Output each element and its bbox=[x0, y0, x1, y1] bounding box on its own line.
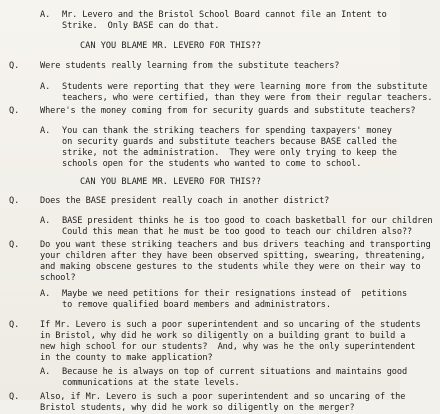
answer-line bbox=[0, 21, 400, 32]
question-line bbox=[0, 273, 400, 284]
question-text: your children after they have been observed spitting, swearing, threatening, bbox=[40, 251, 426, 261]
answer-block bbox=[0, 10, 400, 32]
question-text: in Bristol, why did he work so diligently on a building grant to build a bbox=[40, 331, 406, 341]
answer-text: strike, not the administration. They were only trying to keep the bbox=[62, 148, 397, 158]
answer-line bbox=[0, 126, 400, 137]
answer-block bbox=[0, 289, 408, 311]
question-marker: Q. bbox=[9, 392, 20, 402]
answer-block bbox=[0, 216, 433, 238]
answer-text: schools open for the students who wanted to come to school. bbox=[62, 159, 362, 169]
question-line bbox=[0, 342, 416, 353]
question-line bbox=[0, 353, 400, 364]
question-marker: Q. bbox=[9, 240, 20, 250]
answer-marker: A. bbox=[40, 367, 51, 377]
question-line bbox=[0, 196, 400, 207]
answer-marker: A. bbox=[40, 289, 51, 299]
question-text: and making obscene gestures to the students while they were on their way to bbox=[40, 262, 421, 272]
answer-text: Because he is always on top of current situations and maintains good bbox=[62, 367, 408, 377]
answer-line bbox=[0, 137, 400, 148]
answer-block bbox=[0, 82, 433, 104]
question-block bbox=[0, 106, 416, 117]
question-marker: Q. bbox=[9, 61, 20, 71]
question-marker: Q. bbox=[9, 106, 20, 116]
question-line bbox=[0, 251, 426, 262]
answer-line bbox=[0, 10, 400, 21]
answer-text: You can thank the striking teachers for spending taxpayers' money bbox=[62, 126, 392, 136]
question-text: If Mr. Levero is such a poor superintendent and so uncaring of the students bbox=[40, 320, 421, 330]
answer-text: Mr. Levero and the Bristol School Board cannot file an Intent to bbox=[62, 10, 387, 20]
question-block bbox=[0, 392, 406, 414]
answer-text: BASE president thinks he is too good to coach basketball for our children bbox=[62, 216, 433, 226]
answer-text: Maybe we need petitions for their resignations instead of petitions bbox=[62, 289, 408, 299]
question-text: new high school for our students? And, why was he the only superintendent bbox=[40, 342, 416, 352]
question-block bbox=[0, 61, 400, 72]
answer-text: communications at the state levels. bbox=[62, 378, 240, 388]
question-marker: Q. bbox=[9, 320, 20, 330]
question-line bbox=[0, 392, 406, 403]
answer-marker: A. bbox=[40, 216, 51, 226]
question-line bbox=[0, 320, 421, 331]
answer-line bbox=[0, 378, 400, 389]
question-text: Does the BASE president really coach in another district? bbox=[40, 196, 330, 206]
answer-marker: A. bbox=[40, 82, 51, 92]
answer-text: Could this mean that he must be too good to teach our children also?? bbox=[62, 227, 413, 237]
answer-line bbox=[0, 367, 408, 378]
blame-heading-text: CAN YOU BLAME MR. LEVERO FOR THIS?? bbox=[80, 41, 262, 51]
question-line bbox=[0, 331, 406, 342]
question-line bbox=[0, 240, 431, 251]
blame-heading-text: CAN YOU BLAME MR. LEVERO FOR THIS?? bbox=[80, 177, 262, 187]
answer-text: to remove qualified board members and administrators. bbox=[62, 300, 331, 310]
question-text: Do you want these striking teachers and bus drivers teaching and transporting bbox=[40, 240, 431, 250]
answer-text: teachers, who were certified, than they were from their regular teachers. bbox=[62, 93, 433, 103]
question-text: Were students really learning from the substitute teachers? bbox=[40, 61, 340, 71]
answer-line bbox=[0, 300, 400, 311]
question-marker: Q. bbox=[9, 196, 20, 206]
question-text: Where's the money coming from for security guards and substitute teachers? bbox=[40, 106, 416, 116]
answer-line bbox=[0, 159, 400, 170]
question-block bbox=[0, 196, 400, 207]
answer-line bbox=[0, 82, 428, 93]
answer-line bbox=[0, 227, 413, 238]
answer-text: Strike. Only BASE can do that. bbox=[62, 21, 220, 31]
answer-block bbox=[0, 126, 400, 170]
answer-marker: A. bbox=[40, 10, 51, 20]
question-text: Bristol students, why did he work so diligently on the merger? bbox=[40, 403, 355, 413]
question-text: Also, if Mr. Levero is such a poor superintendent and so uncaring of the bbox=[40, 392, 406, 402]
answer-line bbox=[0, 216, 433, 227]
answer-text: Students were reporting that they were learning more from the substitute bbox=[62, 82, 428, 92]
answer-block bbox=[0, 367, 408, 389]
answer-line bbox=[0, 148, 400, 159]
question-block bbox=[0, 240, 431, 284]
answer-line bbox=[0, 289, 408, 300]
question-block bbox=[0, 320, 421, 364]
answer-text: on security guards and substitute teachers because BASE called the bbox=[62, 137, 397, 147]
question-line bbox=[0, 61, 400, 72]
question-text: in the county to make application? bbox=[40, 353, 213, 363]
answer-line bbox=[0, 93, 433, 104]
question-text: school? bbox=[40, 273, 76, 283]
question-line bbox=[0, 106, 416, 117]
answer-marker: A. bbox=[40, 126, 51, 136]
question-line bbox=[0, 403, 400, 414]
question-line bbox=[0, 262, 421, 273]
